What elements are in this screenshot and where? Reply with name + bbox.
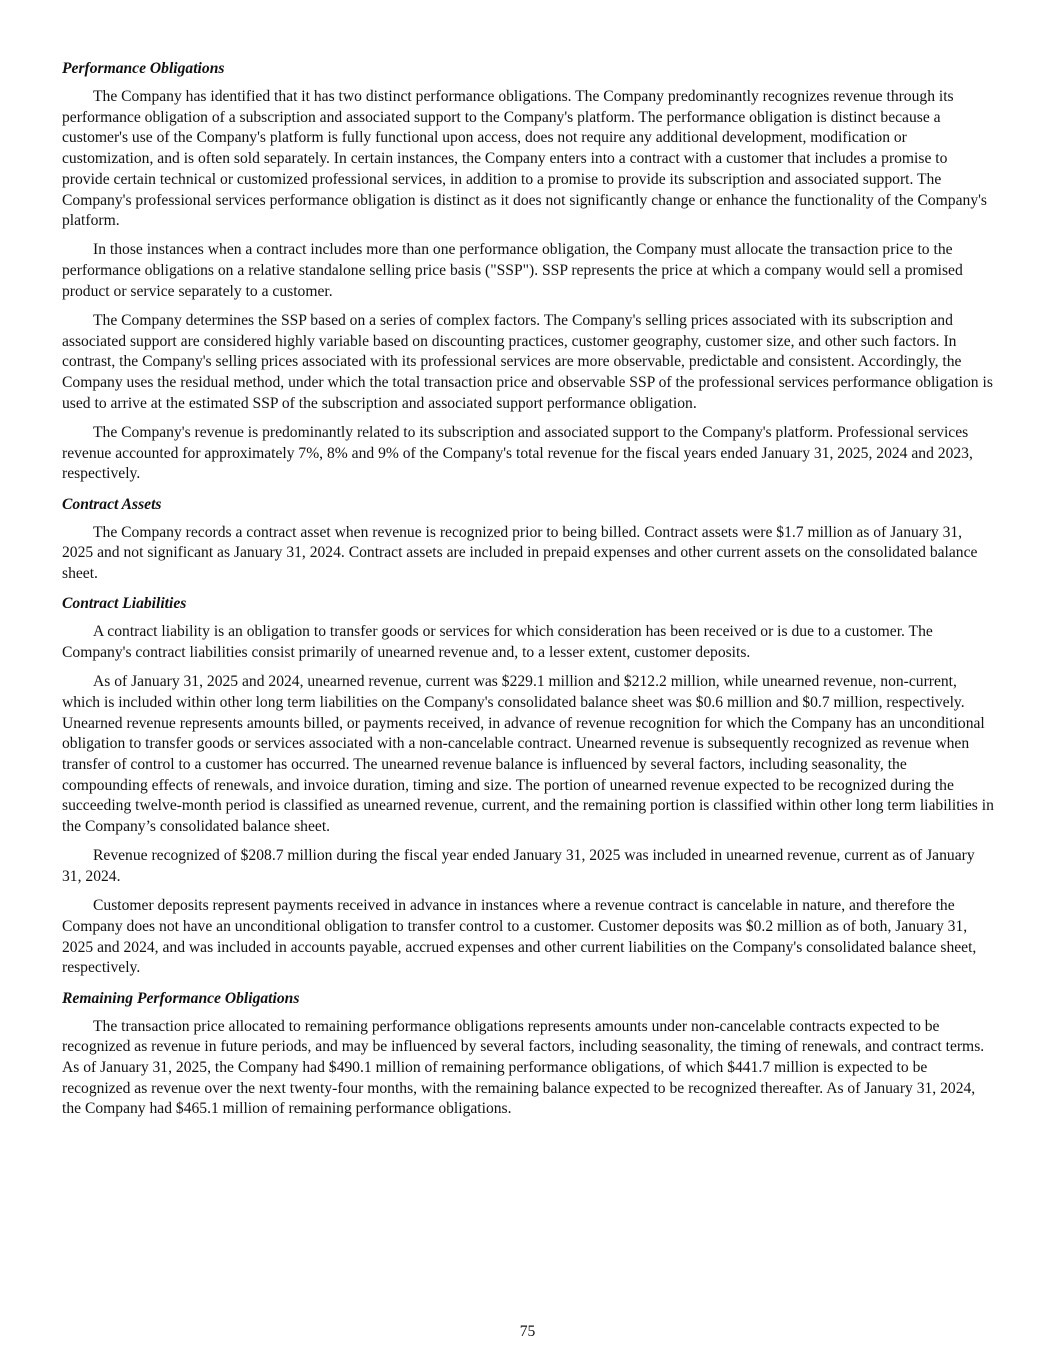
- section-heading: Contract Liabilities: [62, 595, 187, 613]
- paragraph: Customer deposits represent payments received in advance in instances where a revenue contract is cancelable in nature, and therefore the Company does not have an unconditional obligation to transfer control to a customer. Customer deposits was $0.2 million as of both, January 31, 2025 and 2024, and was included in accounts payable, accrued expenses and other current liabilities on the Company's consolidated balance sheet, respectively.: [62, 897, 977, 977]
- paragraph: The transaction price allocated to remaining performance obligations represents amounts under non-cancelable contracts expected to be recognized as revenue in future periods, and may be influenced by several factors, including seasonality, the timing of renewals, and contract terms. As of January 31, 2025, the Company had $490.1 million of remaining performance obligations, of which $441.7 million is expected to be recognized as revenue over the next twenty-four months, with the remaining balance expected to be recognized thereafter. As of January 31, 2024, the Company had $465.1 million of remaining performance obligations.: [62, 1017, 985, 1118]
- paragraph: In those instances when a contract includes more than one performance obligation, the Company must allocate the transaction price to the performance obligations on a relative standalone selling price basis ("SSP"). SSP represents the price at which a company would sell a promised product or service separately to a customer.: [62, 241, 963, 300]
- page-number: 75: [519, 1323, 536, 1340]
- section-performance-obligations: [62, 58, 994, 485]
- paragraph: Revenue recognized of $208.7 million during the fiscal year ended January 31, 2025 was included in unearned revenue, current as of January 31, 2024.: [62, 847, 975, 885]
- section-remaining-performance-obligations: [62, 988, 994, 1121]
- paragraph: The Company's revenue is predominantly related to its subscription and associated support to the Company's platform. Professional services revenue accounted for approximately 7%, 8% and 9% of the Company's total revenue for the fiscal years ended January 31, 2025, 2024 and 2023, respectively.: [62, 424, 973, 483]
- paragraph: The Company determines the SSP based on a series of complex factors. The Company's selling prices associated with its subscription and associated support are considered highly variable based on discounting practices, customer geography, customer size, and other such factors. In contrast, the Company's selling prices associated with its professional services are more observable, predictable and consistent. Accordingly, the Company uses the residual method, under which the total transaction price and observable SSP of the professional services performance obligation is used to arrive at the estimated SSP of the subscription and associated support performance obligation.: [62, 312, 993, 412]
- paragraph: A contract liability is an obligation to transfer goods or services for which consideration has been received or is due to a customer. The Company's contract liabilities consist primarily of unearned revenue and, to a lesser extent, customer deposits.: [62, 623, 933, 661]
- paragraph: The Company has identified that it has two distinct performance obligations. The Company predominantly recognizes revenue through its performance obligation of a subscription and associated support to the Company's platform. The performance obligation is distinct because a customer's use of the Company's platform is fully functional upon access, does not require any additional development, modification or customization, and is often sold separately. In certain instances, the Company enters into a contract with a customer that includes a promise to provide certain technical or customized professional services, in addition to a promise to provide its subscription and associated support. The Company's professional services performance obligation is distinct as it does not significantly change or enhance the functionality of the Company's platform.: [62, 88, 987, 230]
- section-heading: Performance Obligations: [62, 60, 225, 77]
- document-body: [62, 58, 994, 1129]
- paragraph: The Company records a contract asset when revenue is recognized prior to being billed. Contract assets were $1.7 million as of January 31, 2025 and not significant as January 31, 2024. Contract assets are included in prepaid expenses and other current assets on the consolidated balance sheet.: [62, 523, 978, 583]
- paragraph: As of January 31, 2025 and 2024, unearned revenue, current was $229.1 million and $212.2 million, while unearned revenue, non-current, which is included within other long term liabilities on the Company's consolidated balance sheet was $0.6 million and $0.7 million, respectively. Unearned revenue represents amounts billed, or payments received, in advance of revenue recognition for which the Company has an unconditional obligation to transfer goods or services associated with a non-cancelable contract. Unearned revenue is subsequently recognized as revenue when transfer of control to a customer has occurred. The unearned revenue balance is influenced by several factors, including seasonality, the compounding effects of renewals, and invoice duration, timing and size. The portion of unearned revenue expected to be recognized during the succeeding twelve-month period is classified as unearned revenue, current, and the remaining portion is classified within other long term liabilities in the Company’s consolidated balance sheet.: [62, 673, 994, 836]
- section-heading: Contract Assets: [62, 495, 162, 513]
- section-heading: Remaining Performance Obligations: [62, 989, 300, 1007]
- section-contract-assets: [62, 494, 994, 585]
- section-contract-liabilities: [62, 593, 994, 979]
